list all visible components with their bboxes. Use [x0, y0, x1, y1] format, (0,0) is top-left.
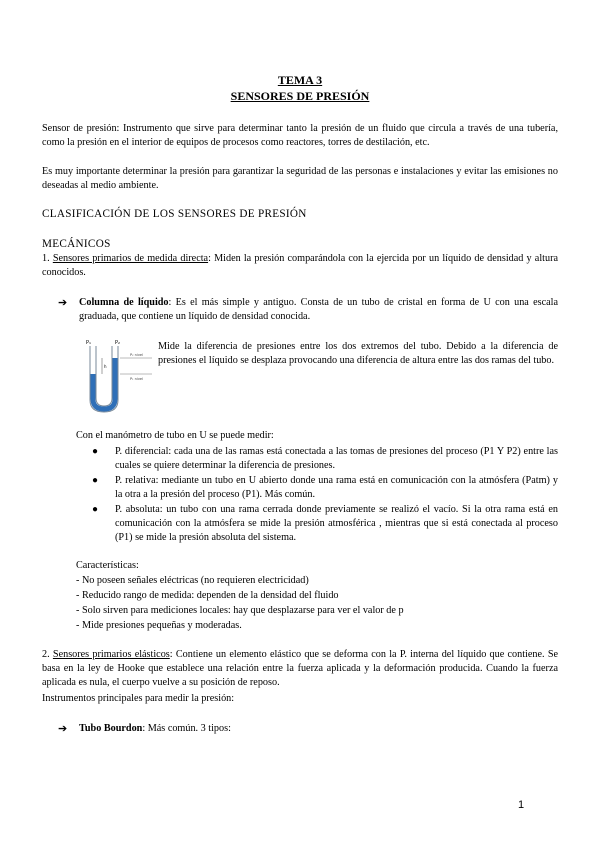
caracteristicas-item-3: - Solo sirven para mediciones locales: hay que desplazarse para ver el valor de p [76, 605, 404, 616]
u-tube-diagram [82, 336, 156, 416]
caracteristicas-item-4: - Mide presiones pequeñas y moderadas. [76, 620, 242, 631]
bullet-icon: ● [92, 475, 99, 486]
bourdon-text: : Más común. 3 tipos: [142, 723, 231, 734]
classification-heading: CLASIFICACIÓN DE LOS SENSORES DE PRESIÓN [42, 208, 307, 220]
section-2-instruments: Instrumentos principales para medir la presión: [42, 693, 235, 704]
manometro-item-3: P. absoluta: un tubo con una rama cerrada donde previamente se realizó el vacío. Si la otra rama está en comunicación con la atmósfera se mide la presión atmosférica , mientras que si está conectada al proceso (P1) se mide la presión absoluta del sistema. [115, 504, 558, 543]
columna-text: : Es el más simple y antiguo. Consta de un tubo de cristal en forma de U con una escala graduada, que contiene un líquido de densidad conocida. [79, 297, 558, 322]
intro-importance: Es muy importante determinar la presión para garantizar la seguridad de las personas e instalaciones y evitar las emisiones no deseadas al medio ambiente. [42, 166, 558, 191]
diagram-label-bottom: P₁ nivel [130, 377, 144, 381]
bullet-icon: ● [92, 446, 99, 457]
title-line-1: TEMA 3 [277, 73, 323, 87]
bourdon-paragraph [79, 722, 558, 736]
bullet-icon: ● [92, 504, 99, 515]
section-2-text: : Contiene un elemento elástico que se deforma con la P. interna del líquido que contiene. Se basa en la ley de Hooke que establece una relación entre la fuerza aplicada y la deformación producida. Cuando la fuerza aplicada es nula, el cuerpo vuelve a su posición de reposo. [42, 649, 559, 688]
diagram-label-h: h [104, 364, 107, 369]
page-number: 1 [518, 799, 525, 811]
u-tube-inner [96, 346, 112, 406]
section-2-paragraph [42, 648, 558, 690]
manometro-intro: Con el manómetro de tubo en U se puede medir: [76, 430, 274, 441]
bourdon-term: Tubo Bourdon [79, 723, 143, 734]
diagram-label-top: P₂ nivel [130, 353, 144, 357]
caracteristicas-heading: Características: [76, 560, 139, 571]
title-line-2: SENSORES DE PRESIÓN [230, 89, 370, 103]
columna-term: Columna de líquido [79, 297, 169, 308]
diagram-label-p2: P₂ [115, 340, 121, 346]
diagram-description: Mide la diferencia de presiones entre los dos extremos del tubo. Debido a la diferencia de presiones el líquido se desplaza provocando una diferencia de altura entre las dos ramas del tubo. [158, 341, 558, 366]
caracteristicas-item-1: - No poseen señales eléctricas (no requieren electricidad) [76, 575, 309, 586]
columna-paragraph [79, 296, 558, 324]
manometro-item-1: P. diferencial: cada una de las ramas está conectada a las tomas de presiones del proceso (P1 Y P2) entre las cuales se quiere determinar la diferencia de presiones. [115, 446, 558, 471]
manometro-item-2: P. relativa: mediante un tubo en U abierto donde una rama está en comunicación con la atmósfera (Patm) y la otra a la presión del proceso (P1). Más común. [115, 475, 558, 500]
caracteristicas-item-2: - Reducido rango de medida: dependen de la densidad del fluido [76, 590, 339, 601]
diagram-label-p1: P₁ [86, 340, 92, 346]
section-1-text: : Miden la presión comparándola con la ejercida por un líquido de densidad y altura conocidos. [42, 253, 558, 278]
section-1-title: Sensores primarios de medida directa [52, 253, 209, 264]
section-1-paragraph [42, 252, 558, 280]
section-1-number: 1. [42, 253, 53, 264]
section-2-title: Sensores primarios elásticos [52, 649, 170, 660]
arrow-icon: ➔ [58, 297, 68, 309]
intro-definition: Sensor de presión: Instrumento que sirve para determinar tanto la presión de un fluido que circula a través de una tubería, como la presión en el interior de equipos de procesos como reactores, torres de destilación, etc. [42, 123, 558, 148]
arrow-icon: ➔ [58, 723, 68, 735]
section-2-number: 2. [42, 649, 53, 660]
mecanicos-heading: MECÁNICOS [42, 238, 111, 250]
